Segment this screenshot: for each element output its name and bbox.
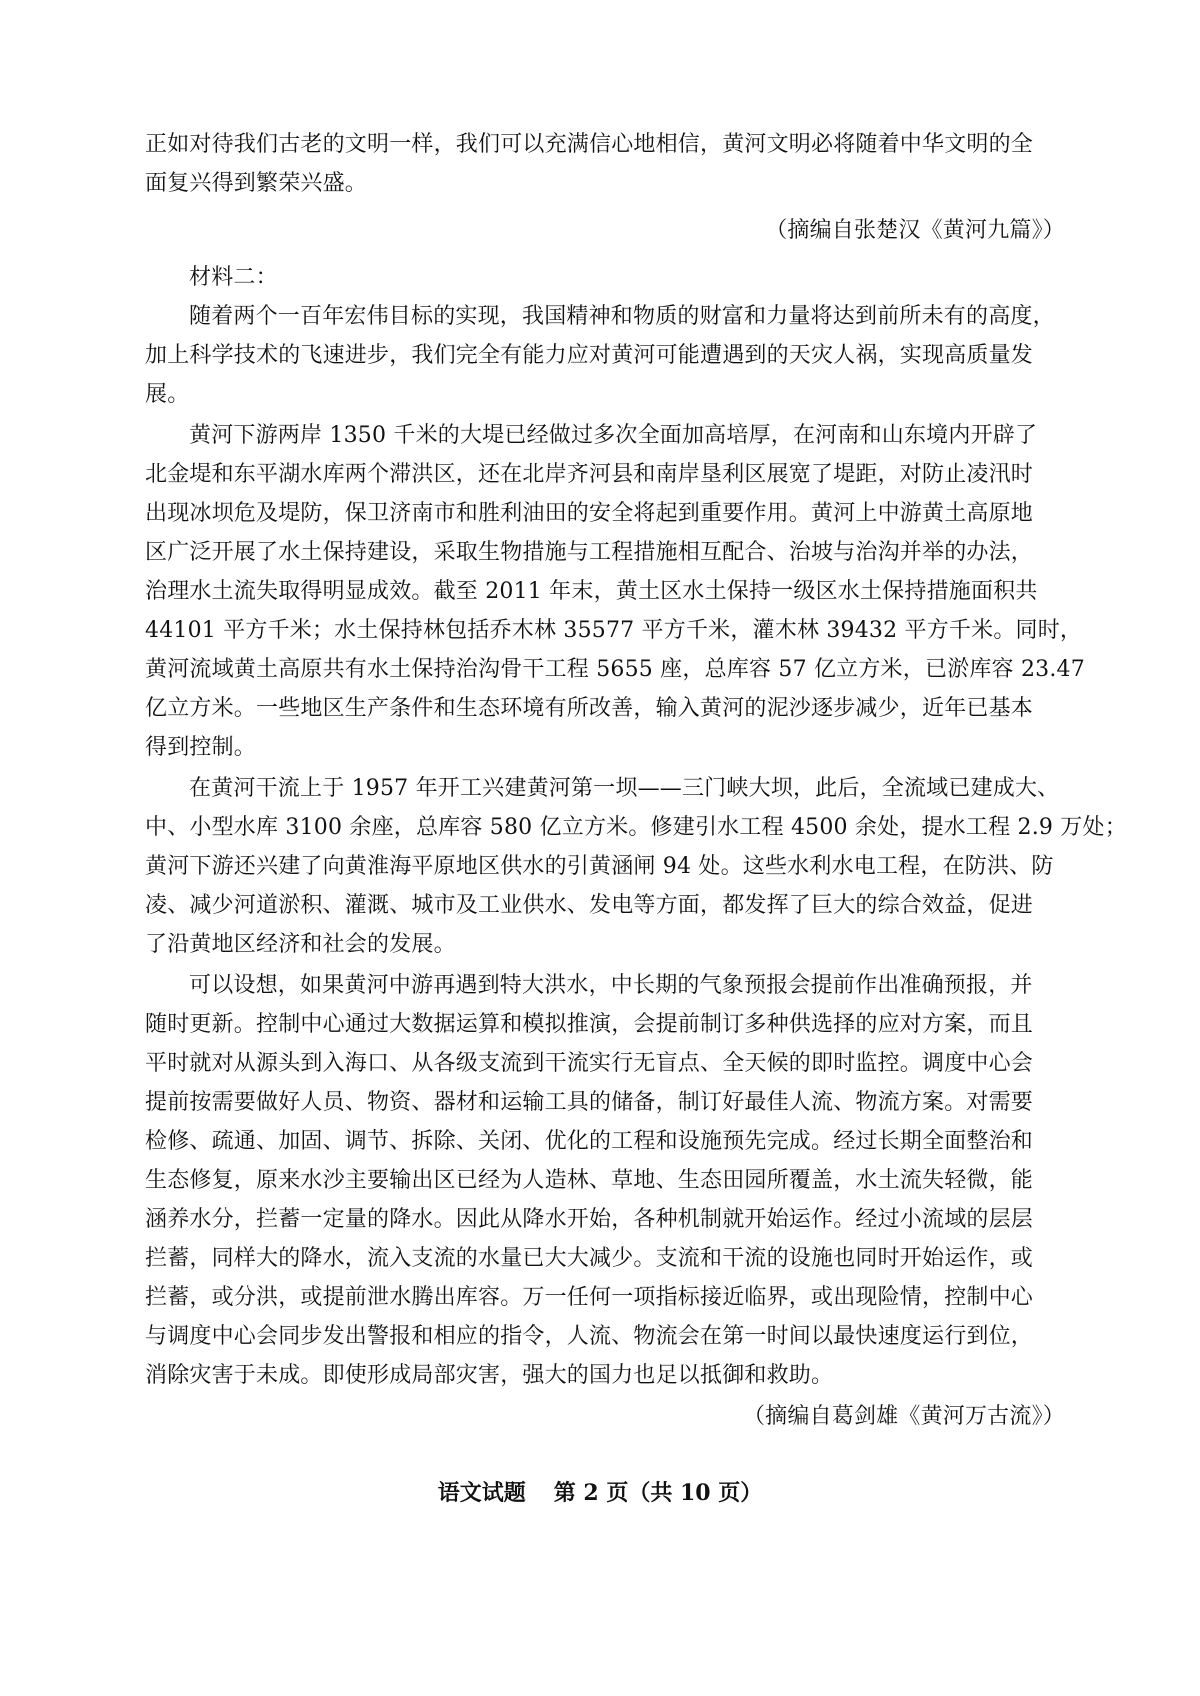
paragraph-0 (145, 125, 1065, 203)
source-citation-2: （摘编自葛剑雄《黄河万古流》） (742, 1404, 1065, 1429)
text-line: 44101 平方千米；水土保持林包括乔木林 35577 平方千米，灌木林 39432 平方千米。同时， (145, 618, 1083, 643)
text-line: 了沿黄地区经济和社会的发展。 (145, 932, 456, 957)
text-line: 拦蓄，同样大的降水，流入支流的水量已大大减少。支流和干流的设施也同时开始运作，或 (145, 1246, 1034, 1271)
text-line: 涵养水分，拦蓄一定量的降水。因此从降水开始，各种机制就开始运作。经过小流域的层层 (145, 1207, 1034, 1232)
text-line: 拦蓄，或分洪，或提前泄水腾出库容。万一任何一项指标接近临界，或出现险情，控制中心 (145, 1285, 1034, 1310)
text-line: 加上科学技术的飞速进步，我们完全有能力应对黄河可能遭遇到的天灾人祸，实现高质量发 (145, 343, 1034, 368)
text-line: 出现冰坝危及堤防，保卫济南市和胜利油田的安全将起到重要作用。黄河上中游黄土高原地 (145, 501, 1034, 526)
text-line: 随着两个一百年宏伟目标的实现，我国精神和物质的财富和力量将达到前所未有的高度， (189, 304, 1055, 329)
text-line: 生态修复，原来水沙主要输出区已经为人造林、草地、生态田园所覆盖，水土流失轻微，能 (145, 1168, 1034, 1193)
text-line: 正如对待我们古老的文明一样，我们可以充满信心地相信，黄河文明必将随着中华文明的全 (145, 132, 1034, 157)
text-line: 随时更新。控制中心通过大数据运算和模拟推演，会提前制订多种供选择的应对方案，而且 (145, 1012, 1034, 1037)
text-line: 得到控制。 (145, 735, 257, 760)
footer-page-number: 第 2 页（共 10 页） (553, 1480, 763, 1506)
text-line: 可以设想，如果黄河中游再遇到特大洪水，中长期的气象预报会提前作出准确预报，并 (189, 973, 1033, 998)
article-text (145, 125, 1127, 1436)
text-line: 检修、疏通、加固、调节、拆除、关闭、优化的工程和设施预先完成。经过长期全面整治和 (145, 1129, 1034, 1154)
source-citation-1: （摘编自张楚汉《黄河九篇》） (765, 218, 1065, 243)
text-line: 面复兴得到繁荣兴盛。 (145, 171, 368, 196)
footer-subject: 语文试题 (437, 1480, 526, 1506)
text-line: 黄河下游还兴建了向黄淮海平原地区供水的引黄涵闸 94 处。这些水利水电工程，在防洪、防 (145, 854, 1054, 879)
paragraph-1 (145, 297, 1065, 414)
text-line: 凌、减少河道淤积、灌溉、城市及工业供水、发电等方面，都发挥了巨大的综合效益，促进 (145, 893, 1034, 918)
text-line: 黄河流域黄土高原共有水土保持治沟骨干工程 5655 座，总库容 57 亿立方米，已淤库容 23.47 (145, 657, 1085, 682)
paragraph-3 (145, 769, 1127, 964)
paragraph-4 (145, 966, 1065, 1395)
paragraph-2 (145, 416, 1085, 767)
text-line: 黄河下游两岸 1350 千米的大堤已经做过多次全面加高培厚，在河南和山东境内开辟了 (189, 423, 1038, 448)
page-footer (0, 1476, 1200, 1507)
section-heading-material-2: 材料二： (189, 265, 278, 290)
text-line: 在黄河干流上于 1957 年开工兴建黄河第一坝——三门峡大坝，此后，全流域已建成大、 (189, 776, 1060, 801)
text-line: 与调度中心会同步发出警报和相应的指令，人流、物流会在第一时间以最快速度运行到位， (145, 1324, 1034, 1349)
text-line: 消除灾害于未成。即使形成局部灾害，强大的国力也足以抵御和救助。 (145, 1363, 834, 1388)
text-line: 区广泛开展了水土保持建设，采取生物措施与工程措施相互配合、治坡与治沟并举的办法， (145, 540, 1034, 565)
text-line: 提前按需要做好人员、物资、器材和运输工具的储备，制订好最佳人流、物流方案。对需要 (145, 1090, 1034, 1115)
text-line: 亿立方米。一些地区生产条件和生态环境有所改善，输入黄河的泥沙逐步减少，近年已基本 (145, 696, 1034, 721)
text-line: 中、小型水库 3100 余座，总库容 580 亿立方米。修建引水工程 4500 余处，提水工程 2.9 万处； (145, 815, 1127, 840)
text-line: 展。 (145, 382, 190, 407)
text-line: 治理水土流失取得明显成效。截至 2011 年末，黄土区水土保持一级区水土保持措施面积共 (145, 579, 1038, 604)
text-line: 平时就对从源头到入海口、从各级支流到干流实行无盲点、全天候的即时监控。调度中心会 (145, 1051, 1034, 1076)
text-line: 北金堤和东平湖水库两个滞洪区，还在北岸齐河县和南岸垦利区展宽了堤距，对防止凌汛时 (145, 462, 1034, 487)
